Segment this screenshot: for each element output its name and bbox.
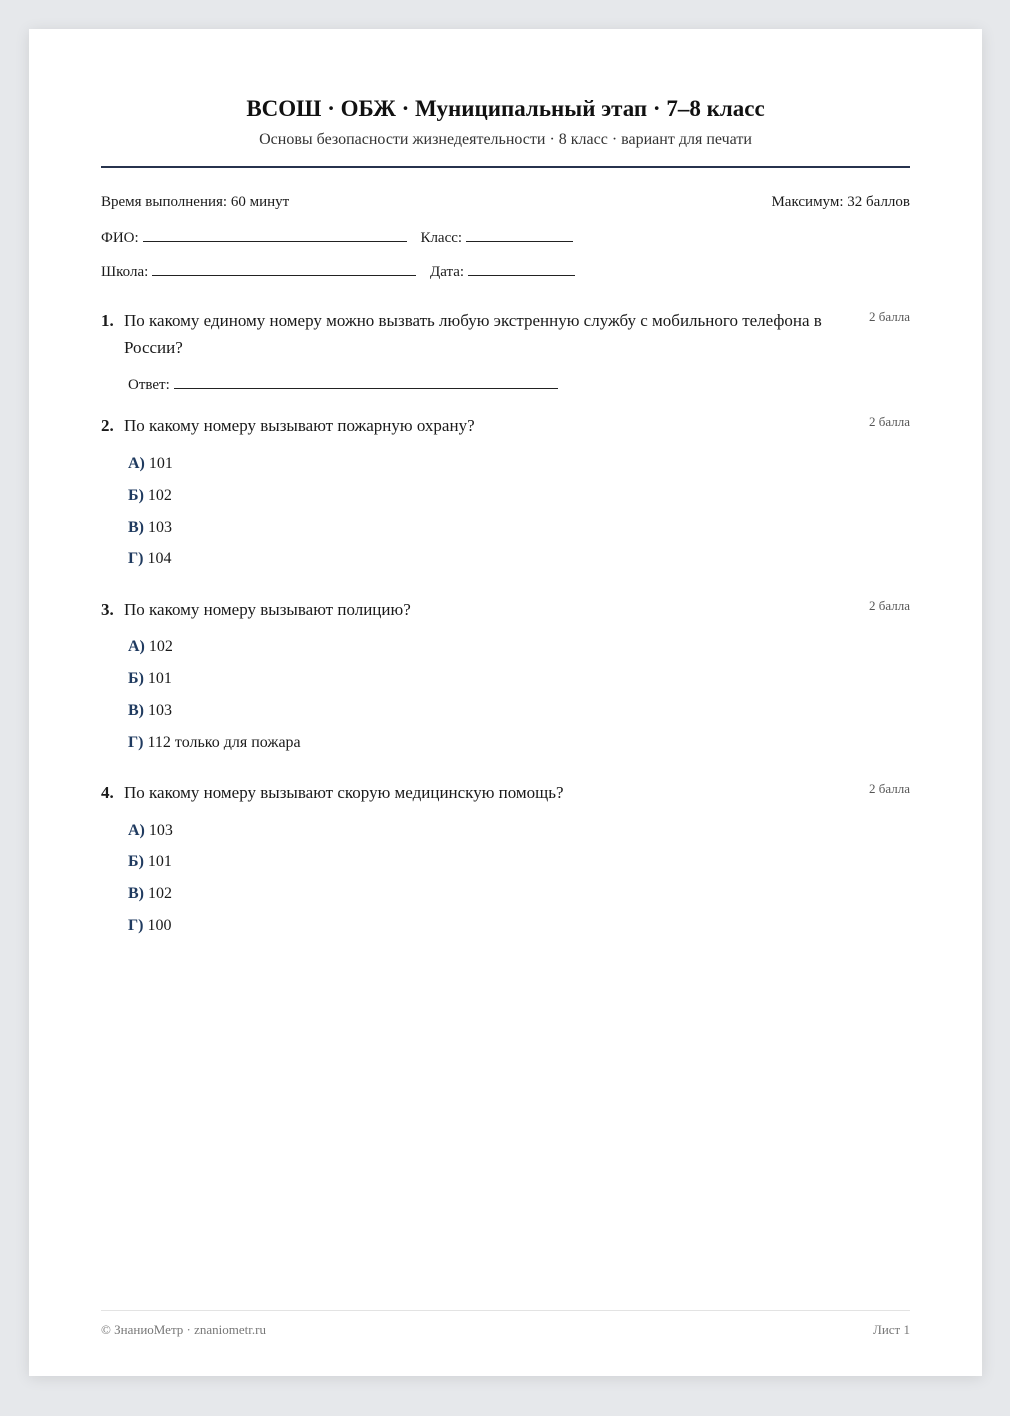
option-letter: А) (128, 638, 145, 655)
option-a[interactable] (128, 820, 173, 842)
meta-row (101, 192, 910, 212)
option-letter: А) (128, 455, 145, 472)
option-text: 101 (147, 853, 172, 870)
option-a[interactable] (128, 453, 173, 475)
option-text: 103 (148, 519, 172, 536)
header-divider (101, 166, 910, 168)
question-points: 2 балла (869, 309, 910, 324)
option-letter: Б) (128, 670, 144, 687)
class-input-line[interactable] (466, 225, 573, 242)
option-letter: В) (128, 519, 144, 536)
option-v[interactable] (128, 883, 172, 905)
option-g[interactable] (128, 548, 172, 570)
question-text: По какому номеру вызывают пожарную охрану? (124, 416, 475, 435)
school-date-row (101, 259, 575, 282)
option-text: 101 (148, 455, 173, 472)
fio-input-line[interactable] (143, 225, 407, 242)
option-letter: В) (128, 885, 144, 902)
option-g[interactable] (128, 915, 172, 937)
option-b[interactable] (128, 485, 172, 507)
time-limit: Время выполнения: 60 минут (101, 194, 290, 210)
option-text: 101 (147, 670, 172, 687)
question-number: 4. (101, 783, 114, 802)
question-text: По какому единому номеру можно вызвать любую экстренную службу с мобильного телефона в России? (124, 311, 822, 357)
name-class-row (101, 225, 573, 248)
option-text: 103 (148, 702, 172, 719)
answer-input-line[interactable] (174, 372, 558, 389)
max-score: Максимум: 32 баллов (771, 194, 910, 210)
date-label: Дата: (430, 264, 465, 280)
option-text: 112 только для пожара (147, 734, 301, 751)
question-text: По какому номеру вызывают скорую медицинскую помощь? (124, 783, 564, 802)
question-points: 2 балла (869, 414, 910, 429)
option-text: 102 (148, 885, 172, 902)
option-text: 100 (147, 917, 172, 934)
question-number: 1. (101, 311, 114, 330)
page-subtitle: Основы безопасности жизнедеятельности · 8 класс · вариант для печати (259, 131, 752, 148)
option-letter: Г) (128, 550, 144, 567)
class-label: Класс: (420, 230, 463, 246)
option-letter: А) (128, 822, 145, 839)
answer-field (128, 372, 558, 395)
answer-label: Ответ: (128, 377, 170, 393)
option-b[interactable] (128, 851, 172, 873)
question-number: 3. (101, 600, 114, 619)
footer-page-number: Лист 1 (873, 1322, 910, 1337)
page-title: ВСОШ · ОБЖ · Муниципальный этап · 7–8 класс (246, 96, 765, 121)
option-letter: Б) (128, 487, 144, 504)
option-text: 104 (147, 550, 172, 567)
option-letter: Г) (128, 917, 144, 934)
question-number: 2. (101, 416, 114, 435)
question-points: 2 балла (869, 598, 910, 613)
date-input-line[interactable] (468, 259, 575, 276)
school-input-line[interactable] (152, 259, 416, 276)
footer-copyright: © ЗнаниоМетр · znaniometr.ru (101, 1322, 266, 1337)
option-letter: Г) (128, 734, 144, 751)
option-v[interactable] (128, 700, 172, 722)
school-label: Школа: (101, 264, 149, 280)
footer-divider (101, 1310, 910, 1311)
option-g[interactable] (128, 732, 301, 754)
option-letter: Б) (128, 853, 144, 870)
question-text: По какому номеру вызывают полицию? (124, 600, 411, 619)
worksheet-page (29, 29, 982, 1376)
question-points: 2 балла (869, 781, 910, 796)
option-b[interactable] (128, 668, 172, 690)
fio-label: ФИО: (101, 230, 139, 246)
option-text: 102 (148, 638, 173, 655)
option-text: 102 (147, 487, 172, 504)
option-v[interactable] (128, 517, 172, 539)
option-text: 103 (148, 822, 173, 839)
option-letter: В) (128, 702, 144, 719)
option-a[interactable] (128, 636, 173, 658)
worksheet-content (101, 29, 910, 1376)
